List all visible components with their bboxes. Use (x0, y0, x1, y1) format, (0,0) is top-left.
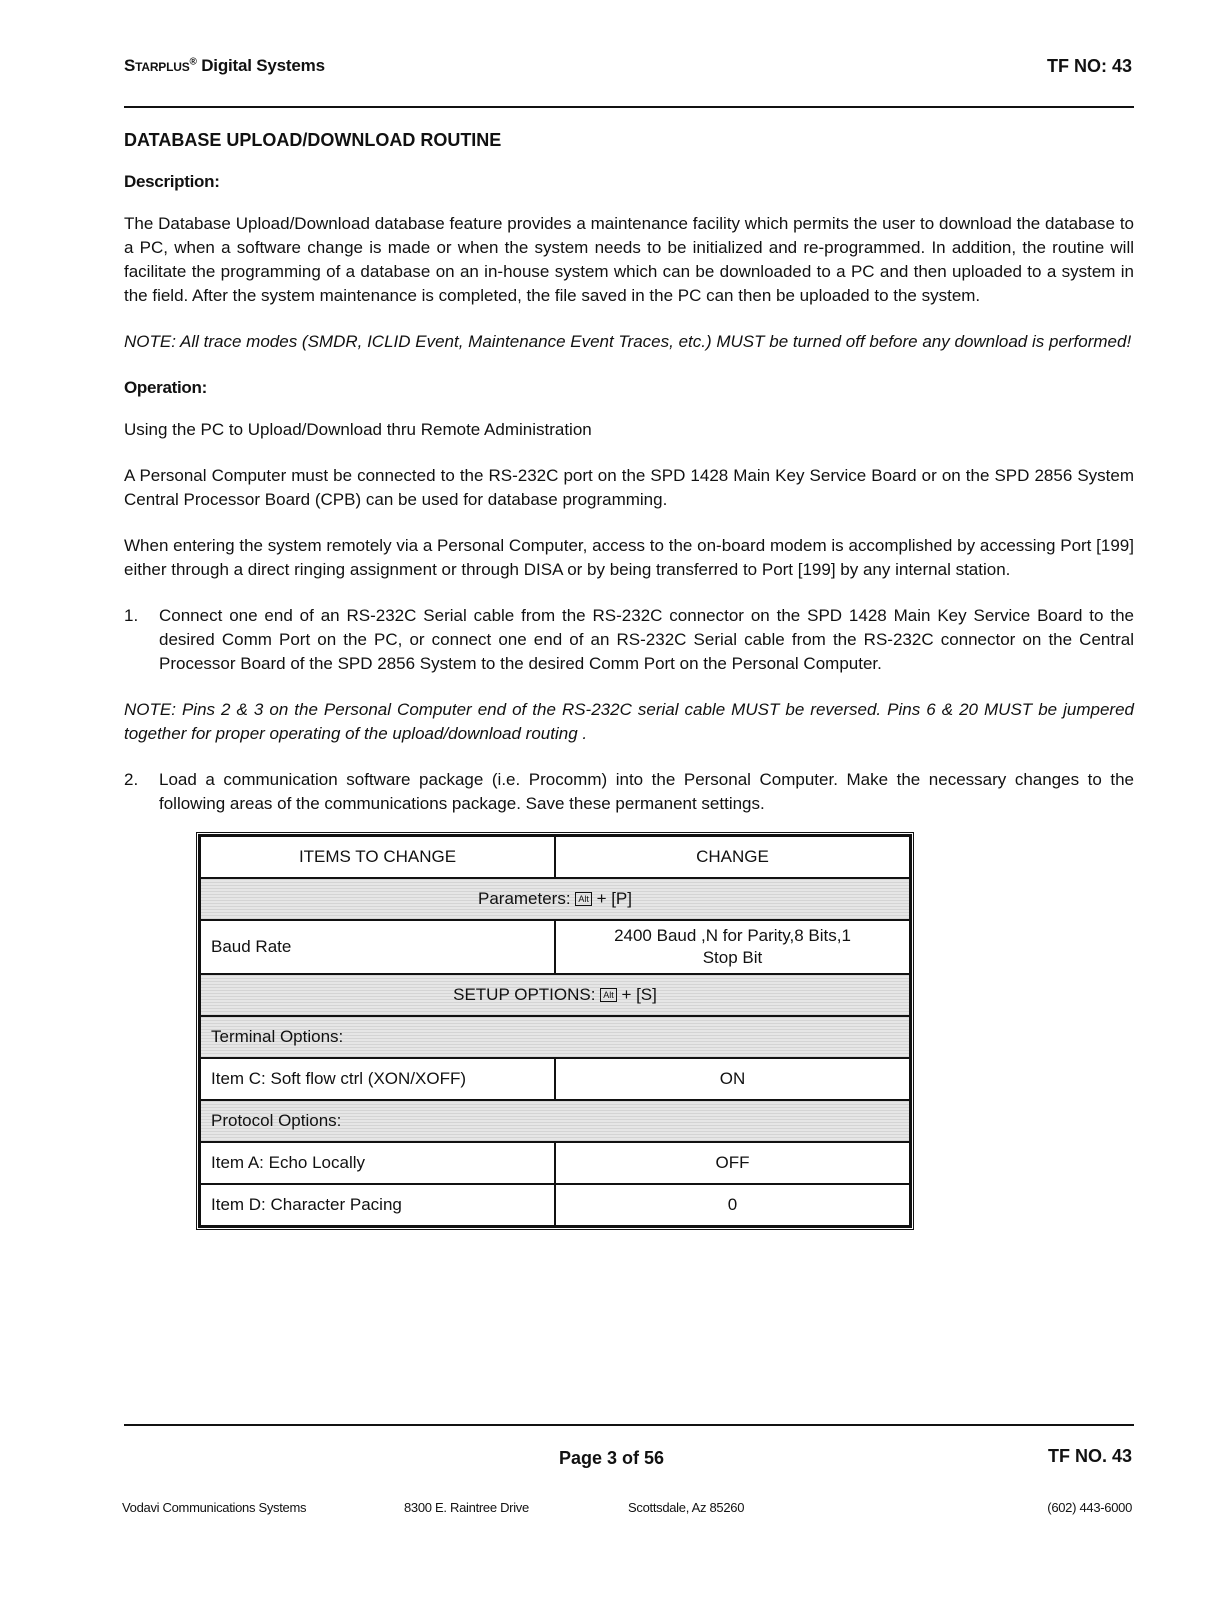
echo-item: Item A: Echo Locally (200, 1142, 555, 1184)
steps-list-1 (124, 604, 1134, 676)
baud-rate-item: Baud Rate (200, 920, 555, 974)
step-2 (124, 768, 1134, 816)
setup-options-section: SETUP OPTIONS: Alt + [S] (200, 974, 910, 1016)
table-row (200, 1184, 910, 1226)
echo-change: OFF (555, 1142, 910, 1184)
step-number: 1. (124, 606, 139, 625)
table-header-row (200, 836, 910, 878)
table-row (200, 920, 910, 974)
step-1 (124, 604, 1134, 676)
footer-city: Scottsdale, Az 85260 (628, 1500, 745, 1515)
remote-access-paragraph: When entering the system remotely via a Personal Computer, access to the on-board modem is accomplished by accessing Port [199] either through a direct ringing assignment or through DISA or by being transferred to Port [199] by any internal station. (124, 536, 1134, 579)
table-section-row (200, 1016, 910, 1058)
step-text: Connect one end of an RS-232C Serial cable from the RS-232C connector on the SPD 1428 Main Key Service Board to the desired Comm Port on the PC, or connect one end of an RS-232C Serial cable from the RS-232C connector on the Central Processor Board of the SPD 2856 System to the desired Comm Port on the Personal Computer. (159, 606, 1134, 673)
table-section-row (200, 974, 910, 1016)
document-body (124, 128, 1134, 1230)
table-row (200, 1142, 910, 1184)
soft-flow-change: ON (555, 1058, 910, 1100)
footer-company: Vodavi Communications Systems (122, 1500, 307, 1515)
header-brand (124, 56, 325, 76)
operation-intro: Using the PC to Upload/Download thru Remote Administration (124, 420, 592, 439)
pins-note: NOTE: Pins 2 & 3 on the Personal Computer end of the RS-232C serial cable MUST be reversed. Pins 6 & 20 MUST be jumpered together for proper operating of the upload/download routing . (124, 700, 1134, 743)
registered-mark: ® (189, 56, 197, 68)
table-section-row (200, 1100, 910, 1142)
pacing-change: 0 (555, 1184, 910, 1226)
page-title: DATABASE UPLOAD/DOWNLOAD ROUTINE (124, 130, 502, 150)
protocol-options-section: Protocol Options: (200, 1100, 910, 1142)
table-section-row (200, 878, 910, 920)
operation-heading: Operation: (124, 378, 207, 397)
pacing-item: Item D: Character Pacing (200, 1184, 555, 1226)
brand-name: Starplus (124, 56, 190, 75)
column-header-change: CHANGE (555, 836, 910, 878)
step-number: 2. (124, 770, 139, 789)
description-heading: Description: (124, 172, 220, 191)
steps-list-2 (124, 768, 1134, 816)
connection-paragraph: A Personal Computer must be connected to the RS-232C port on the SPD 1428 Main Key Service Board or on the SPD 2856 System Central Processor Board (CPB) can be used for database programming. (124, 466, 1134, 509)
column-header-items: ITEMS TO CHANGE (200, 836, 555, 878)
baud-rate-change: 2400 Baud ,N for Parity,8 Bits,1 Stop Bit (555, 920, 910, 974)
footer-phone: (602) 443-6000 (1047, 1500, 1132, 1515)
parameters-section: Parameters: Alt + [P] (200, 878, 910, 920)
trace-note: NOTE: All trace modes (SMDR, ICLID Event, Maintenance Event Traces, etc.) MUST be turned off before any download is performed! (124, 332, 1132, 351)
table-row (200, 1058, 910, 1100)
settings-table (196, 832, 914, 1230)
description-text: The Database Upload/Download database feature provides a maintenance facility which permits the user to download the database to a PC, when a software change is made or when the system needs to be initialized and re-programmed. In addition, the routine will facilitate the programming of a database on an in-house system which can be downloaded to a PC and then uploaded to a system in the field. After the system maintenance is completed, the file saved in the PC can then be uploaded to the system. (124, 214, 1134, 305)
soft-flow-item: Item C: Soft flow ctrl (XON/XOFF) (200, 1058, 555, 1100)
header-divider (124, 106, 1134, 108)
product-name: Digital Systems (201, 56, 325, 75)
footer-tf-number: TF NO. 43 (1047, 1446, 1132, 1466)
terminal-options-section: Terminal Options: (200, 1016, 910, 1058)
step-text: Load a communication software package (i.e. Procomm) into the Personal Computer. Make the necessary changes to the following areas of the communications package. Save these permanent settings. (159, 770, 1134, 813)
page-number: Page 3 of 56 (558, 1448, 665, 1468)
alt-key-icon: Alt (600, 988, 617, 1002)
footer-street: 8300 E. Raintree Drive (404, 1500, 529, 1515)
alt-key-icon: Alt (575, 892, 592, 906)
header-tf-number: TF NO: 43 (1046, 56, 1132, 76)
footer-divider (124, 1424, 1134, 1426)
